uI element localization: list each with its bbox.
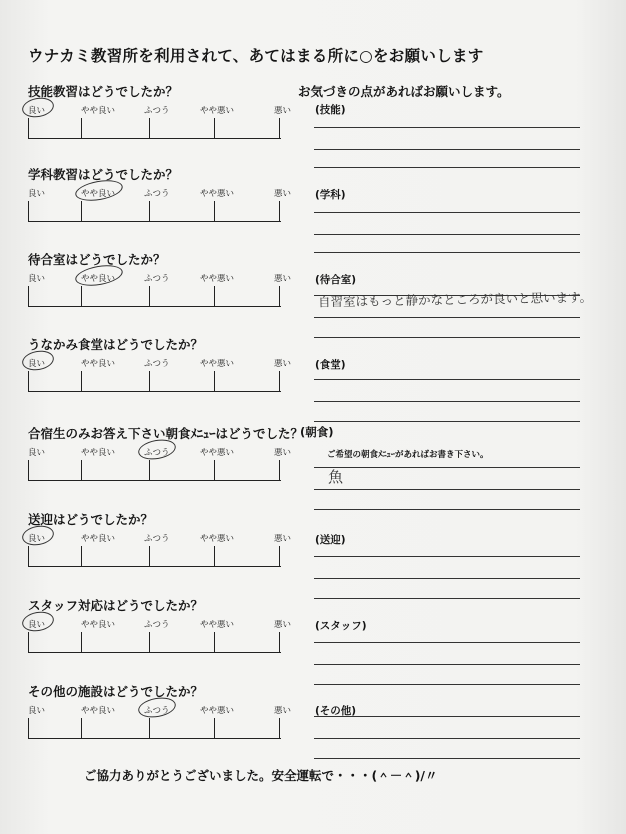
scale-baseline [28, 306, 281, 307]
scale-option-label[interactable]: やや良い [81, 359, 116, 369]
scale-tick [214, 371, 215, 392]
comment-write-line[interactable] [314, 509, 580, 510]
comment-write-line[interactable] [314, 401, 580, 402]
comments-header: お気づきの点があればお願いします。 [298, 84, 510, 99]
scale-option-label[interactable]: ふつう [144, 274, 170, 284]
comment-write-line[interactable] [314, 421, 580, 422]
scale-tick [279, 118, 280, 139]
scale-baseline [28, 480, 281, 481]
scale-tick [149, 460, 150, 481]
scale-option-label[interactable]: ふつう [144, 359, 170, 369]
selected-answer-circle [21, 609, 56, 633]
comment-write-line[interactable] [314, 127, 580, 128]
scale-tick [149, 286, 150, 307]
scale-option-label[interactable]: やや良い [81, 106, 116, 116]
scale-option-label[interactable]: やや悪い [200, 189, 235, 199]
scale-option-label[interactable]: ふつう [144, 189, 170, 199]
scale-option-label[interactable]: 良い [28, 448, 46, 458]
scale-tick [149, 546, 150, 567]
comment-section-label: (待合室) [315, 274, 357, 286]
comment-write-line[interactable] [314, 379, 580, 380]
handwritten-breakfast-comment: 魚 [328, 468, 344, 486]
question-text: 学科教習はどうでしたか？ [28, 167, 179, 182]
scale-tick [28, 546, 29, 567]
scale-option-label[interactable]: やや悪い [200, 359, 235, 369]
scale-option-label[interactable]: 悪い [274, 448, 292, 458]
comment-write-line[interactable] [314, 212, 580, 213]
rating-scale [28, 704, 292, 744]
comment-section-label: (その他) [315, 705, 357, 717]
scale-tick [28, 201, 29, 222]
scale-option-label[interactable]: 良い [28, 534, 46, 544]
comment-write-line[interactable] [314, 642, 580, 643]
scale-baseline [28, 221, 281, 222]
scale-option-label[interactable]: ふつう [144, 706, 170, 716]
comment-write-line[interactable] [314, 556, 580, 557]
scale-option-label[interactable]: 悪い [274, 189, 292, 199]
rating-scale [28, 357, 292, 397]
scale-tick [81, 546, 82, 567]
scale-option-label[interactable]: 良い [28, 706, 46, 716]
breakfast-note: ご希望の朝食ﾒﾆｭｰがあればお書き下さい。 [327, 450, 489, 460]
question-text: 技能教習はどうでしたか？ [28, 84, 179, 99]
scale-option-label[interactable]: 悪い [274, 106, 292, 116]
scale-tick [214, 718, 215, 739]
scale-tick [81, 118, 82, 139]
comment-section-label: (送迎) [315, 534, 346, 546]
question-text: うなかみ食堂はどうでしたか？ [28, 337, 204, 352]
scale-baseline [28, 738, 281, 739]
comment-section-label: (学科) [315, 189, 346, 201]
scale-baseline [28, 138, 281, 139]
comment-write-line[interactable] [314, 598, 580, 599]
scale-option-label[interactable]: ふつう [144, 534, 170, 544]
scale-option-label[interactable]: ふつう [144, 106, 170, 116]
scale-baseline [28, 391, 281, 392]
scale-option-label[interactable]: やや悪い [200, 706, 235, 716]
handwritten-waiting-room-comment: 自習室はもっと静かなところが良いと思います。 [317, 289, 593, 310]
scale-option-label[interactable]: 悪い [274, 620, 292, 630]
comment-write-line[interactable] [314, 664, 580, 665]
comment-write-line[interactable] [314, 489, 580, 490]
rating-scale [28, 532, 292, 572]
scale-tick [214, 118, 215, 139]
comment-write-line[interactable] [314, 467, 580, 468]
scale-tick [81, 201, 82, 222]
scale-tick [149, 371, 150, 392]
comment-section-label: (スタッフ) [315, 620, 367, 632]
scale-option-label[interactable]: やや良い [81, 189, 116, 199]
comment-write-line[interactable] [314, 738, 580, 739]
comment-write-line[interactable] [314, 758, 580, 759]
selected-answer-circle [21, 523, 56, 547]
scale-option-label[interactable]: 良い [28, 274, 46, 284]
scale-option-label[interactable]: やや良い [81, 620, 116, 630]
comment-write-line[interactable] [314, 252, 580, 253]
scale-tick [28, 371, 29, 392]
rating-scale [28, 618, 292, 658]
comment-write-line[interactable] [314, 716, 580, 717]
scale-tick [28, 286, 29, 307]
scale-tick [279, 632, 280, 653]
comment-section-label: (技能) [315, 104, 346, 116]
scale-tick [279, 460, 280, 481]
scale-tick [214, 286, 215, 307]
scale-option-label[interactable]: 悪い [274, 534, 292, 544]
scale-tick [81, 632, 82, 653]
selected-answer-circle [21, 348, 56, 372]
comment-section-label: (朝食) [300, 425, 334, 439]
scale-tick [149, 201, 150, 222]
scale-tick [279, 718, 280, 739]
scale-option-label[interactable]: 良い [28, 189, 46, 199]
scale-tick [214, 201, 215, 222]
scale-option-label[interactable]: やや良い [81, 274, 116, 284]
scale-tick [28, 460, 29, 481]
scale-tick [149, 118, 150, 139]
rating-scale [28, 446, 292, 486]
comment-write-line[interactable] [314, 317, 580, 318]
scale-option-label[interactable]: やや悪い [200, 534, 235, 544]
scale-tick [149, 632, 150, 653]
selected-answer-circle [21, 95, 56, 119]
scale-option-label[interactable]: ふつう [144, 620, 170, 630]
scale-option-label[interactable]: やや悪い [200, 620, 235, 630]
scale-option-label[interactable]: ふつう [144, 448, 170, 458]
scale-option-label[interactable]: 良い [28, 620, 46, 630]
scale-option-label[interactable]: 悪い [274, 706, 292, 716]
scale-tick [279, 286, 280, 307]
comment-write-line[interactable] [314, 234, 580, 235]
scale-tick [81, 371, 82, 392]
scale-tick [81, 286, 82, 307]
scale-tick [214, 632, 215, 653]
scale-option-label[interactable]: 悪い [274, 359, 292, 369]
scale-tick [81, 718, 82, 739]
scale-tick [28, 118, 29, 139]
rating-scale [28, 104, 292, 144]
scale-tick [28, 632, 29, 653]
page-title: ウナカミ教習所を利用されて、あてはまる所に○をお願いします [28, 47, 484, 65]
scale-tick [81, 460, 82, 481]
scale-option-label[interactable]: 良い [28, 106, 46, 116]
comment-write-line[interactable] [314, 578, 580, 579]
rating-scale [28, 272, 292, 312]
comment-write-line[interactable] [314, 684, 580, 685]
comment-write-line[interactable] [314, 149, 580, 150]
question-text: 待合室はどうでしたか？ [28, 252, 166, 267]
scale-option-label[interactable]: やや良い [81, 706, 116, 716]
comment-write-line[interactable] [314, 337, 580, 338]
scale-option-label[interactable]: やや良い [81, 448, 116, 458]
scale-option-label[interactable]: やや悪い [200, 274, 235, 284]
rating-scale [28, 187, 292, 227]
scale-baseline [28, 566, 281, 567]
scale-tick [214, 460, 215, 481]
question-text: 送迎はどうでしたか？ [28, 512, 154, 527]
scale-tick [214, 546, 215, 567]
scale-baseline [28, 652, 281, 653]
footer-message: ご協力ありがとうございました。安全運転で・・・(＾－＾)/〃 [84, 768, 438, 783]
comment-section-label: (食堂) [315, 359, 346, 371]
question-text: スタッフ対応はどうでしたか？ [28, 598, 204, 613]
scale-tick [28, 718, 29, 739]
scale-option-label[interactable]: やや良い [81, 534, 116, 544]
scale-option-label[interactable]: やや悪い [200, 448, 235, 458]
scale-option-label[interactable]: やや悪い [200, 106, 235, 116]
scale-tick [279, 546, 280, 567]
scale-tick [279, 371, 280, 392]
scale-option-label[interactable]: 良い [28, 359, 46, 369]
scale-tick [279, 201, 280, 222]
question-text: 合宿生のみお答え下さい朝食ﾒﾆｭｰはどうでした？ [28, 426, 304, 441]
scale-option-label[interactable]: 悪い [274, 274, 292, 284]
comment-write-line[interactable] [314, 167, 580, 168]
scale-tick [149, 718, 150, 739]
question-text: その他の施設はどうでしたか？ [28, 684, 204, 699]
